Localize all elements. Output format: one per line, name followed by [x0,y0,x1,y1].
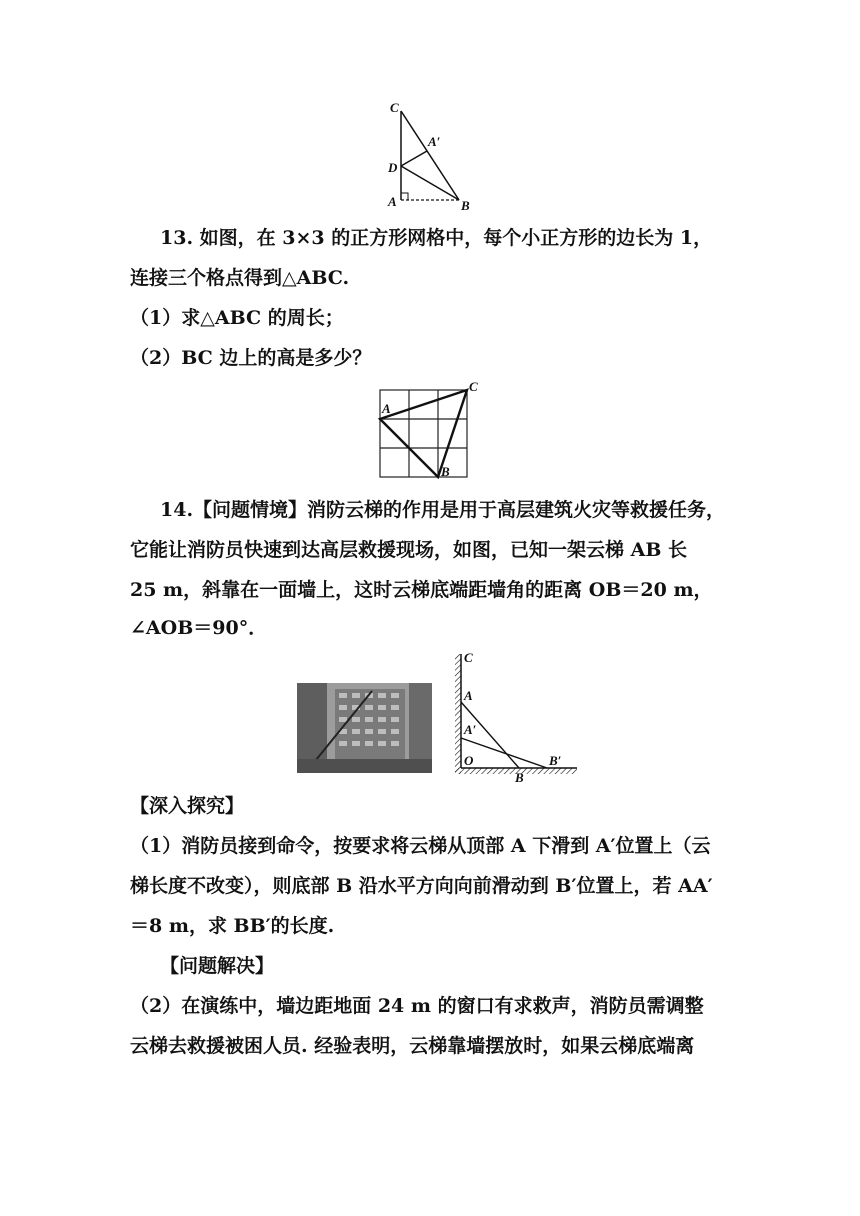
q14-line4: ∠AOB＝90°． [130,617,268,639]
label-D: D [388,160,398,175]
solve-heading: 【问题解决】 [160,955,275,977]
figure-ladder-wall [443,648,583,782]
solve-p2-line1: （2）在演练中，墙边距地面 24 m 的窗口有求救声，消防员需调整 [130,995,704,1017]
explore-p1-line1: （1）消防员接到命令，按要求将云梯从顶部 A 下滑到 A′位置上（云 [130,835,711,857]
figure-fold-triangle [380,98,480,214]
figure-grid-triangle [377,378,487,484]
label-A-prime: A′ [464,722,477,737]
explore-p1-line2: 梯长度不改变），则底部 B 沿水平方向向前滑动到 B′位置上，若 AA′ [130,875,713,897]
label-C: C [464,650,473,665]
label-A: A [464,688,473,703]
explore-p1-line3: ＝8 m，求 BB′的长度. [130,915,335,937]
label-B: B [461,198,470,213]
label-C: C [390,100,399,115]
q14-line2: 它能让消防员快速到达高层救援现场，如图，已知一架云梯 AB 长 [130,539,688,561]
label-A: A [388,194,397,209]
q13-line2: 连接三个格点得到△ABC. [130,267,350,289]
q13-sub1: （1）求△ABC 的周长； [130,307,344,329]
label-A-prime: A′ [428,134,441,149]
q14-line1: 14.【问题情境】消防云梯的作用是用于高层建筑火灾等救援任务， [160,499,726,521]
q13-line1: 13. 如图，在 3×3 的正方形网格中，每个小正方形的边长为 1， [160,227,713,249]
label-A: A [382,401,391,416]
explore-heading: 【深入探究】 [130,795,245,817]
label-B: B [441,464,450,479]
label-B: B [515,770,524,782]
label-B-prime: B′ [549,753,562,768]
label-O: O [464,753,474,768]
q14-line3: 25 m，斜靠在一面墙上，这时云梯底端距墙角的距离 OB＝20 m， [130,579,713,601]
solve-p2-line2: 云梯去救援被困人员. 经验表明，云梯靠墙摆放时，如果云梯底端离 [130,1035,695,1057]
q13-sub2: （2）BC 边上的高是多少？ [130,347,372,369]
fire-ladder-photo [297,683,432,773]
label-C: C [469,379,478,394]
